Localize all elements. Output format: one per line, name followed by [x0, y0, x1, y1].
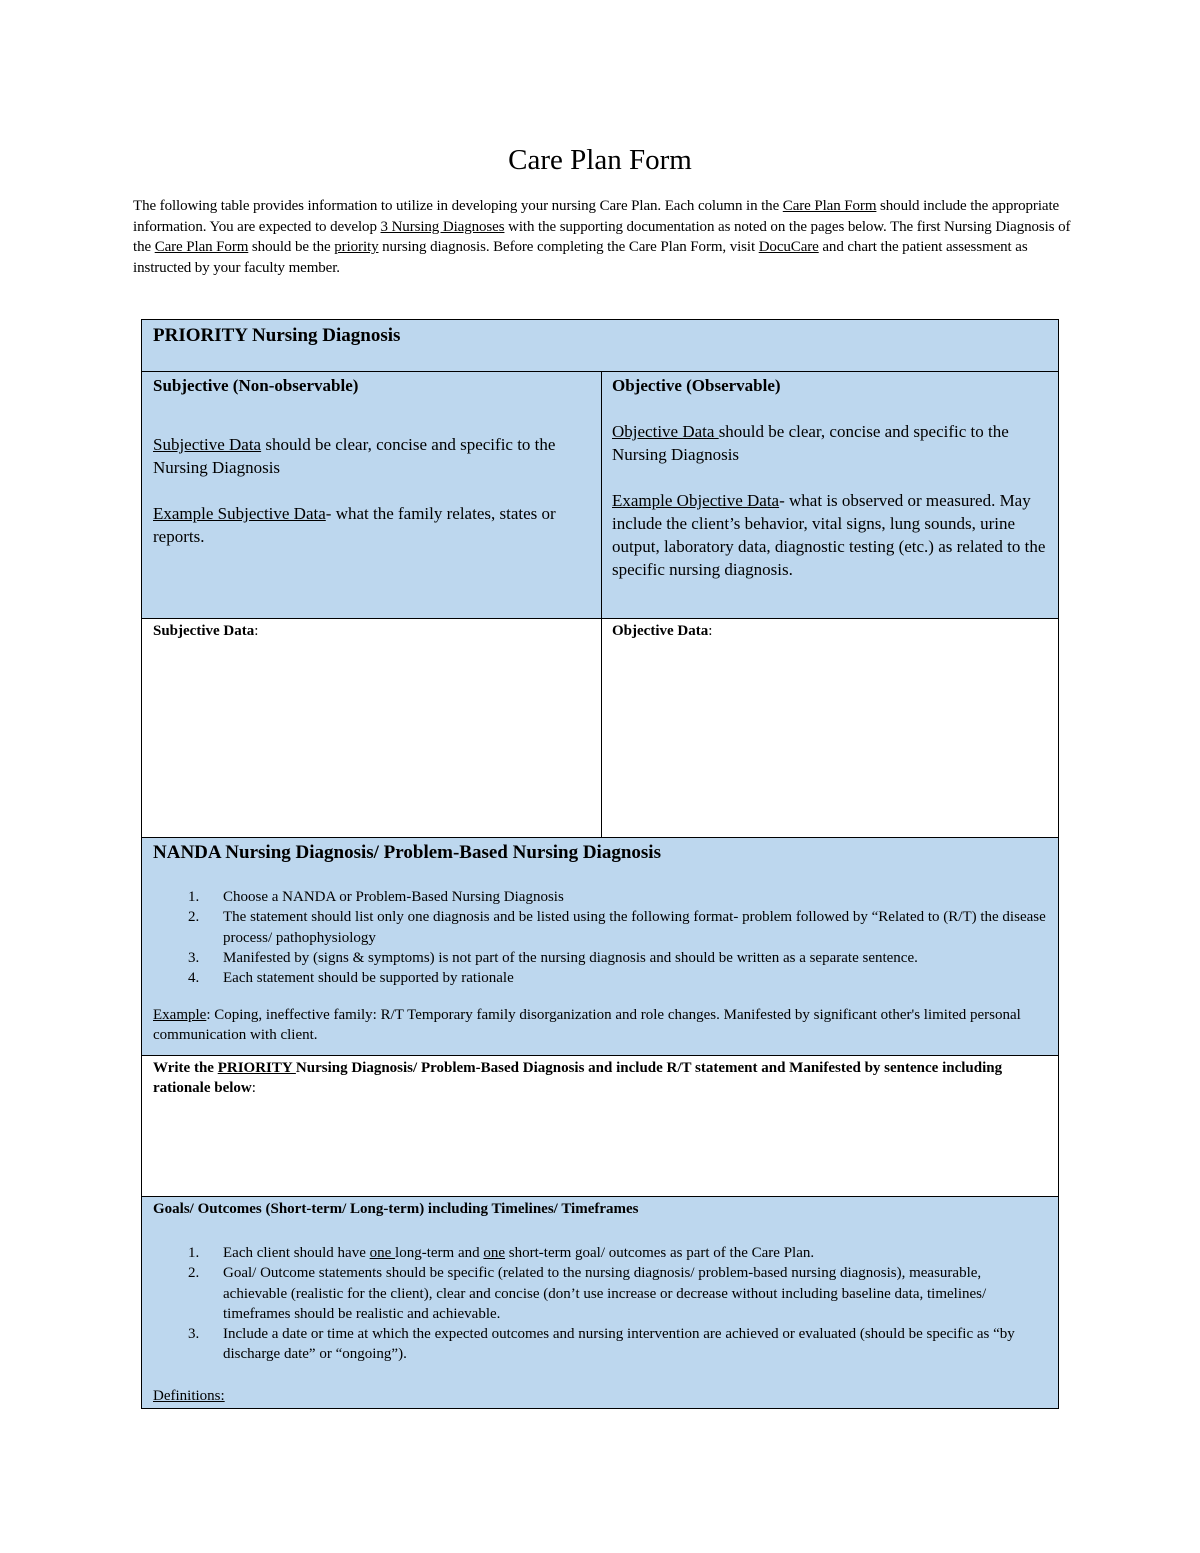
list-item: 2. The statement should list only one diagnosis and be listed using the following format- problem followed by “Related to (R/T) the disease process/ pathophysiology [188, 909, 1046, 946]
data-entry-row [142, 618, 1058, 837]
subjective-data-label: Subjective Data [153, 623, 255, 639]
write-priority-field[interactable] [142, 1055, 1058, 1196]
nanda-instruction-list [153, 887, 1048, 988]
objective-data-label: Objective Data [612, 623, 709, 639]
subjective-heading: Subjective (Non-observable) [153, 376, 359, 395]
list-item: 1. Choose a NANDA or Problem-Based Nursing Diagnosis [188, 889, 564, 905]
subjective-data-field[interactable]: Subjective Data: [153, 623, 259, 639]
list-item: 4. Each statement should be supported by rationale [188, 970, 514, 987]
nanda-row [142, 837, 1058, 1055]
subjective-example-text: Example Subjective Data- what the family relates, states or reports. [153, 504, 556, 546]
priority-header: PRIORITY Nursing Diagnosis [153, 325, 401, 346]
goals-instruction-list [153, 1243, 1048, 1365]
subjective-guidance-text: Subjective Data should be clear, concise and specific to the Nursing Diagnosis [153, 435, 556, 477]
objective-data-field[interactable]: Objective Data: [601, 619, 1058, 837]
page-title: Care Plan Form [508, 144, 692, 176]
care-plan-table [141, 319, 1059, 1409]
priority-header-row [142, 320, 1058, 371]
nanda-heading: NANDA Nursing Diagnosis/ Problem-Based Nursing Diagnosis [153, 842, 661, 863]
care-plan-form-ref: Care Plan Form [782, 198, 877, 214]
list-item: 1. Each client should have one long-term and one short-term goal/ outcomes as part of the Care Plan. [188, 1245, 815, 1261]
objective-guidance-cell [601, 372, 1058, 618]
list-item: 3. Include a date or time at which the expected outcomes and nursing intervention are achieved or evaluated (should be specific as “by discharge date” or “ongoing”). [188, 1326, 1015, 1363]
docucare-ref: DocuCare [758, 239, 819, 255]
guidance-row [142, 371, 1058, 618]
nanda-example: Example: Coping, ineffective family: R/T Temporary family disorganization and role changes. Manifested by significant other's limited personal communication with client. [153, 1007, 1021, 1044]
goals-heading: Goals/ Outcomes (Short-term/ Long-term) including Timelines/ Timeframes [153, 1201, 639, 1217]
objective-guidance-text: Objective Data should be clear, concise and specific to the Nursing Diagnosis [612, 422, 1009, 464]
objective-heading: Objective (Observable) [612, 376, 781, 395]
list-item: 2. Goal/ Outcome statements should be specific (related to the nursing diagnosis/ problem-based nursing diagnosis), measurable, achievable (realistic for the client), clear and concise (don’t use increase or decrease without including baseline data, timelines/ timeframes should be realistic and achievable. [188, 1265, 987, 1322]
subjective-guidance-cell [142, 372, 601, 618]
definitions-label: Definitions: [153, 1387, 225, 1404]
three-diagnoses-ref: 3 Nursing Diagnoses [380, 218, 505, 235]
goals-row [142, 1196, 1058, 1408]
intro-paragraph: The following table provides information to utilize in developing your nursing Care Plan. Each column in the Care Plan Form should include the appropriate information. You are expected to develop 3 Nursing Diagnoses with the supporting documentation as noted on the pages below. The first Nursing Diagnosis of the Care Plan Form should be the priority nursing diagnosis. Before completing the Care Plan Form, visit DocuCare and chart the patient assessment as instructed by your faculty member. [133, 198, 1071, 276]
objective-example-text: Example Objective Data- what is observed or measured. May include the client’s behavior, vital signs, lung sounds, urine output, laboratory data, diagnostic testing (etc.) as related to the specific nursing diagnosis. [612, 491, 1046, 579]
write-priority-instruction: Write the PRIORITY Nursing Diagnosis/ Problem-Based Diagnosis and include R/T statement and Manifested by sentence including rationale below: [153, 1060, 1003, 1096]
list-item: 3. Manifested by (signs & symptoms) is not part of the nursing diagnosis and should be written as a separate sentence. [188, 949, 918, 966]
